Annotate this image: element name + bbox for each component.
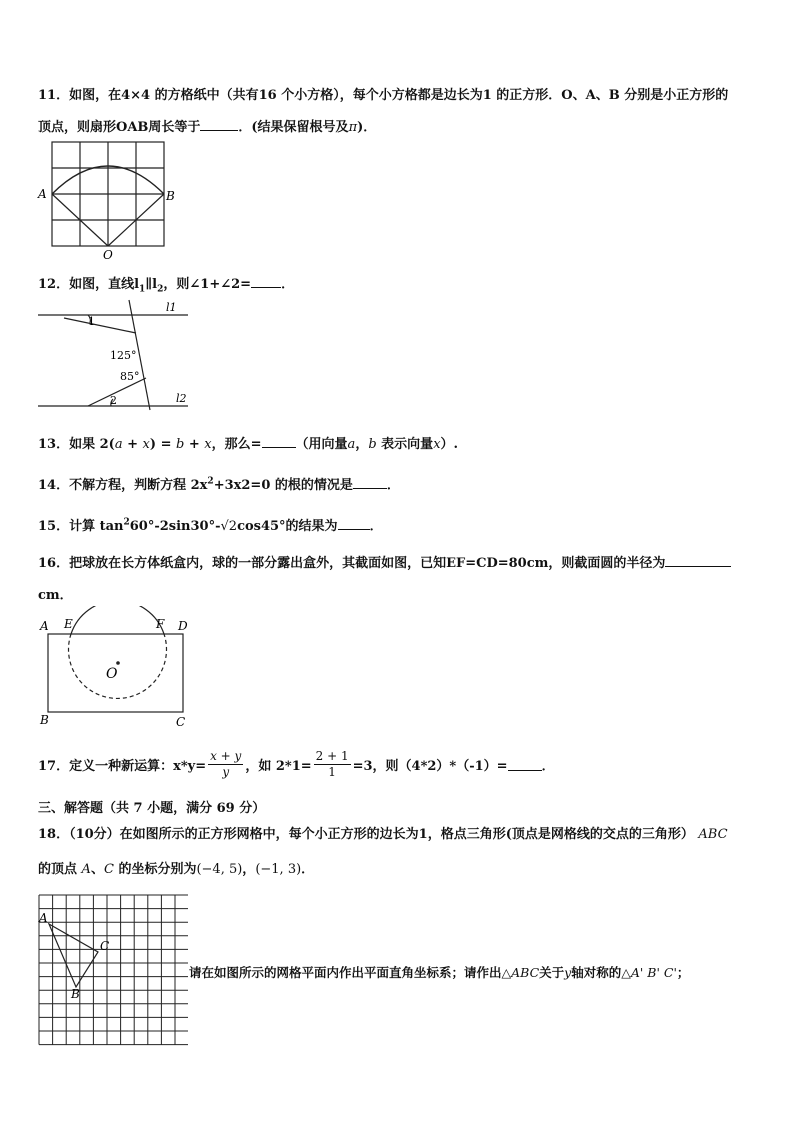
q18-text-c: 的坐标分别为 (118, 862, 197, 877)
q16-line2: cm． (38, 588, 73, 603)
q12-angle-125: 125° (110, 349, 137, 362)
q17-answer-blank[interactable] (508, 758, 542, 771)
q13-vec-x: x (142, 437, 150, 452)
q14-answer-blank[interactable] (353, 476, 387, 489)
q15-sqrt: √2 (220, 519, 238, 534)
q18-task-a: 请在如图所示的网格平面内作出平面直角坐标系；请作出 (189, 965, 502, 980)
q13-prefix: 13．如果 2 (38, 437, 109, 452)
q15-text-c: cos45°的结果为 (237, 519, 338, 534)
q13-hint-a: （用向量 (295, 437, 348, 452)
q13-vec-a: a (114, 437, 123, 452)
q15-answer-blank[interactable] (338, 517, 370, 530)
q14-text-c: 2=0 的根的情况是 (241, 478, 353, 493)
q12-sub1: 1 (139, 284, 146, 295)
q13-plus: + (122, 437, 143, 452)
q18-point-A: A (81, 862, 91, 877)
q18-line2 (38, 858, 314, 877)
q16-label-B: B (40, 713, 49, 727)
q12-label-l2: l2 (176, 392, 187, 405)
q12-label-l1: l1 (166, 301, 177, 314)
q13-plus2: + (184, 437, 205, 452)
q15-text-d: ． (369, 519, 383, 534)
q18-point-C: C (103, 862, 114, 877)
q13-answer-blank[interactable] (262, 435, 296, 448)
q18-label-C: C (100, 939, 110, 953)
q18-end: ． (301, 862, 315, 877)
q12-text-a: 12．如图，直线l (38, 277, 140, 292)
q16-label-C: C (176, 715, 186, 729)
q16-label-O: O (106, 666, 118, 682)
q16-label-A: A (40, 619, 49, 633)
q12-text-d: ． (281, 277, 295, 292)
q18-sep: 、 (90, 862, 104, 877)
q17-frac2-num: 2 + 1 (315, 748, 349, 763)
q11-label-O: O (103, 248, 113, 260)
q18-task-b: 关于 (539, 965, 565, 980)
q12-text-b: ∥l (145, 277, 158, 292)
q17-frac1-den: y (222, 764, 230, 779)
q13-hint-sep: ， (355, 437, 369, 452)
q11-note-end: )． (357, 120, 377, 135)
q12-text (38, 273, 294, 295)
q18-task (189, 963, 689, 981)
q17-text-a: 17．定义一种新运算：x*y= (38, 758, 207, 774)
q16-label-D: D (178, 619, 188, 633)
q17-frac1-num: x + y (210, 748, 242, 763)
q16-line1 (38, 552, 731, 571)
q18-text-b: 的顶点 (38, 862, 78, 877)
q17-text (38, 744, 555, 784)
q12-angle2: 2 (110, 394, 117, 407)
q15-text-b: 60°-2sin30°- (129, 519, 221, 534)
q13-hint-vec-a: a (347, 437, 356, 452)
q12-angle1: 1 (88, 315, 95, 328)
q12-figure (36, 298, 192, 412)
section-3-heading: 三、解答题（共 7 小题，满分 69 分） (38, 801, 266, 816)
q14-text-d: ． (386, 478, 400, 493)
q18-label-B: B (71, 987, 80, 1001)
q13-vec-b: b (176, 437, 185, 452)
q17-fraction-example (314, 749, 351, 780)
q13-vec-x2: x (204, 437, 212, 452)
q16-figure (36, 606, 192, 730)
q18-label-A: A (39, 911, 48, 925)
q11-text: 顶点，则扇形OAB周长等于 (38, 120, 201, 135)
q13-hint-end: ）. (440, 437, 459, 452)
q16-label-F: F (156, 617, 165, 631)
q11-label-A: A (38, 187, 47, 201)
q17-frac2-den: 1 (328, 764, 336, 779)
q16-label-E: E (64, 617, 73, 631)
q11-pi: π (348, 120, 358, 135)
q18-task-y: y (564, 965, 572, 980)
q12-text-c: ，则∠1+∠2= (163, 277, 252, 292)
q12-answer-blank[interactable] (251, 275, 281, 288)
q17-text-c: =3，则（4*2）*（-1）= (352, 758, 508, 774)
q11-note: ．(结果保留根号及 (238, 120, 349, 135)
q13-text: 13．如果 2(a + x) = b + x，那么= （用向量a，b 表示向量x）. (38, 437, 459, 452)
q18-comma: ， (242, 862, 256, 877)
q17-fraction-definition (208, 749, 243, 780)
q18-grid-figure (38, 894, 188, 1046)
q16-answer-blank[interactable] (665, 554, 731, 567)
q13-eq: = (156, 437, 176, 452)
q13-mid: ，那么= (211, 437, 262, 452)
q15-sup: 2 (123, 517, 130, 528)
q18-coord-C: (−1, 3) (255, 862, 302, 877)
q12-angle-85: 85° (120, 370, 140, 383)
q13-hint-b: 表示向量 (376, 437, 434, 452)
q17-text-d: ． (541, 758, 555, 774)
q11-line1: 11．如图，在4×4 的方格纸中（共有16 个小方格），每个小方格都是边长为1 的正方形．O、A、B 分别是小正方形的 (38, 88, 729, 103)
q11-answer-blank[interactable] (200, 118, 238, 131)
q13-hint-vec-x: x (433, 437, 441, 452)
q18-line1 (38, 823, 728, 842)
q18-triangle-abc: ABC (698, 827, 728, 842)
q18-task-end: ； (676, 965, 690, 980)
q18-coord-A: (−4, 5) (196, 862, 243, 877)
q12-sub2: 2 (157, 284, 164, 295)
q15-text (38, 515, 383, 534)
q14-text (38, 474, 400, 493)
q18-task-triangle: △ABC (501, 965, 540, 980)
q14-text-a: 14．不解方程，判断方程 2x (38, 478, 208, 493)
q18-task-triangle2: △A' B' C' (621, 965, 677, 980)
q13-hint-vec-b: b (368, 437, 377, 452)
q18-text-a: 18．（10分）在如图所示的正方形网格中，每个小正方形的边长为1，格点三角形(顶点是网格线的交点的三角形） (38, 827, 694, 842)
q17-text-b: ，如 2*1= (245, 758, 312, 774)
q15-text-a: 15．计算 tan (38, 519, 124, 534)
q11-line2 (38, 116, 376, 135)
q18-task-c: 轴对称的 (571, 965, 622, 980)
q16-text: 16．把球放在长方体纸盒内，球的一部分露出盒外，其截面如图，已知EF=CD=80cm，则截面圆的半径为 (38, 556, 666, 571)
q11-label-B: B (166, 189, 175, 203)
q14-sup: 2 (207, 476, 214, 487)
q11-figure (36, 138, 178, 260)
q14-text-b: +3x (213, 478, 242, 493)
